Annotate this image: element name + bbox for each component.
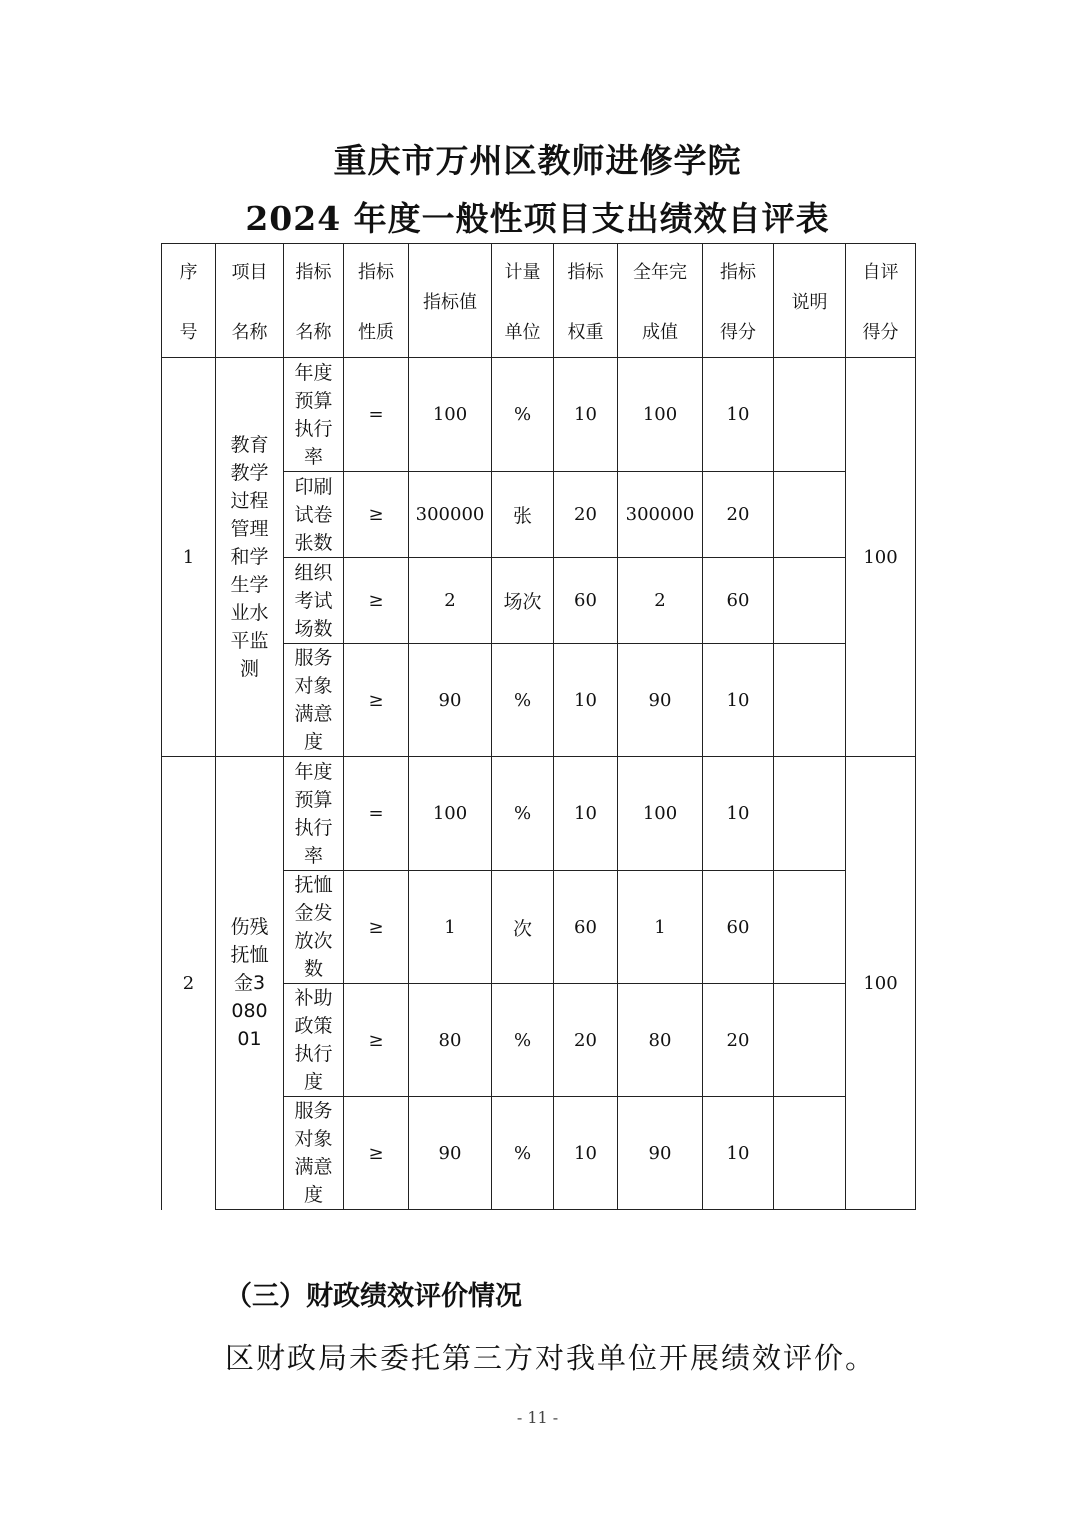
indicator-nature: ≥ [344, 984, 409, 1097]
indicator-score: 20 [703, 472, 774, 558]
indicator-nature: ≥ [344, 558, 409, 644]
page-number: - 11 - [516, 1408, 559, 1427]
indicator-name-cell: 年度预算执行率 [284, 358, 344, 472]
indicator-score: 10 [703, 757, 774, 871]
header-indicator-nature: 指标 性质 [344, 244, 409, 358]
indicator-score: 10 [703, 1097, 774, 1210]
indicator-name-cell: 年度预算执行率 [284, 757, 344, 871]
table-header-row [162, 244, 916, 358]
project-seq: 2 [162, 757, 216, 1210]
indicator-note [774, 757, 846, 871]
header-score: 指标 得分 [703, 244, 774, 358]
indicator-unit: % [492, 644, 554, 757]
indicator-unit: % [492, 1097, 554, 1210]
indicator-value: 300000 [409, 472, 492, 558]
indicator-weight: 10 [554, 358, 618, 472]
indicator-weight: 10 [554, 1097, 618, 1210]
title-line-1: 重庆市万州区教师进修学院 [333, 141, 742, 180]
indicator-weight: 60 [554, 558, 618, 644]
indicator-value: 100 [409, 757, 492, 871]
header-self-score: 自评 得分 [846, 244, 916, 358]
indicator-unit: 场次 [492, 558, 554, 644]
indicator-note [774, 984, 846, 1097]
indicator-note [774, 1097, 846, 1210]
project-name: 教育教学过程管理和学生学业水平监测 [230, 434, 269, 680]
indicator-actual: 80 [618, 984, 703, 1097]
indicator-name-cell: 印刷试卷张数 [284, 472, 344, 558]
project-self-score: 100 [846, 757, 916, 1210]
document-title [0, 132, 1075, 248]
indicator-score: 60 [703, 558, 774, 644]
indicator-name-cell: 服务对象满意度 [284, 1097, 344, 1210]
indicator-unit: % [492, 757, 554, 871]
project-name-cell [216, 358, 284, 757]
indicator-value: 90 [409, 1097, 492, 1210]
indicator-note [774, 558, 846, 644]
section-body-text: 区财政局未委托第三方对我单位开展绩效评价。 [225, 1341, 877, 1375]
header-indicator-name: 指标 名称 [284, 244, 344, 358]
indicator-unit: 张 [492, 472, 554, 558]
indicator-value: 80 [409, 984, 492, 1097]
indicator-score: 20 [703, 984, 774, 1097]
header-note: 说明 [774, 244, 846, 358]
indicator-note [774, 472, 846, 558]
indicator-score: 10 [703, 358, 774, 472]
performance-table [161, 243, 916, 1210]
indicator-actual: 300000 [618, 472, 703, 558]
indicator-name-cell: 抚恤金发放次数 [284, 871, 344, 984]
indicator-nature: ≥ [344, 644, 409, 757]
indicator-actual: 2 [618, 558, 703, 644]
indicator-value: 90 [409, 644, 492, 757]
project-name-cell [216, 757, 284, 1210]
indicator-actual: 90 [618, 644, 703, 757]
header-actual: 全年完 成值 [618, 244, 703, 358]
project-seq: 1 [162, 358, 216, 757]
indicator-name-cell: 组织考试场数 [284, 558, 344, 644]
indicator-actual: 100 [618, 757, 703, 871]
indicator-actual: 1 [618, 871, 703, 984]
indicator-name-cell: 服务对象满意度 [284, 644, 344, 757]
indicator-nature: ≥ [344, 472, 409, 558]
section-heading: （三）财政绩效评价情况 [225, 1281, 522, 1312]
project-self-score: 100 [846, 358, 916, 757]
indicator-actual: 90 [618, 1097, 703, 1210]
indicator-nature: ≥ [344, 871, 409, 984]
indicator-weight: 20 [554, 984, 618, 1097]
indicator-nature: ≥ [344, 1097, 409, 1210]
indicator-weight: 10 [554, 757, 618, 871]
indicator-note [774, 871, 846, 984]
indicator-unit: % [492, 984, 554, 1097]
indicator-weight: 60 [554, 871, 618, 984]
indicator-score: 60 [703, 871, 774, 984]
table-row [162, 358, 916, 472]
indicator-note [774, 358, 846, 472]
indicator-value: 2 [409, 558, 492, 644]
table-row [162, 757, 916, 871]
indicator-unit: 次 [492, 871, 554, 984]
header-indicator-value: 指标值 [409, 244, 492, 358]
header-project-name: 项目 名称 [216, 244, 284, 358]
indicator-value: 1 [409, 871, 492, 984]
indicator-weight: 10 [554, 644, 618, 757]
indicator-value: 100 [409, 358, 492, 472]
indicator-score: 10 [703, 644, 774, 757]
indicator-note [774, 644, 846, 757]
indicator-actual: 100 [618, 358, 703, 472]
project-name: 伤残抚恤金308001 [230, 916, 269, 1050]
indicator-unit: % [492, 358, 554, 472]
title-line-2: 2024 年度一般性项目支出绩效自评表 [245, 199, 830, 238]
indicator-weight: 20 [554, 472, 618, 558]
header-unit: 计量 单位 [492, 244, 554, 358]
indicator-nature: = [344, 757, 409, 871]
indicator-nature: = [344, 358, 409, 472]
indicator-name-cell: 补助政策执行度 [284, 984, 344, 1097]
header-seq: 序 号 [162, 244, 216, 358]
header-weight: 指标 权重 [554, 244, 618, 358]
